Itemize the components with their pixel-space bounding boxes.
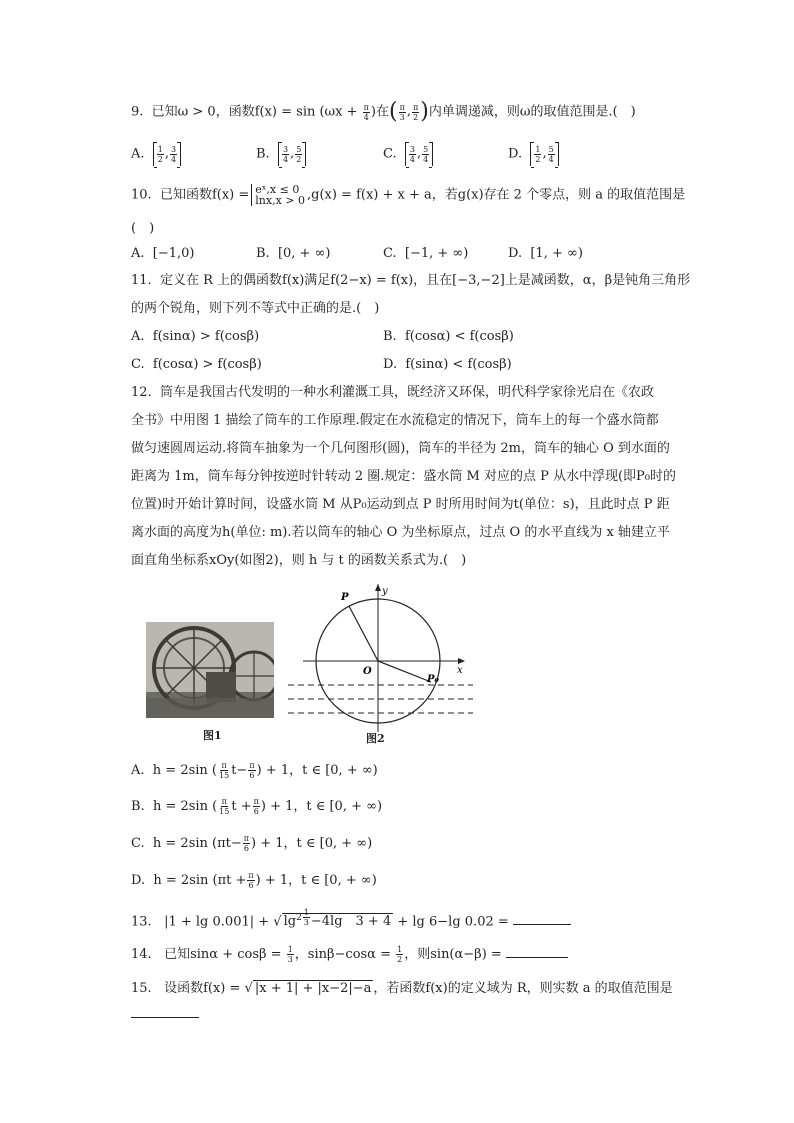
water-wheel-diagram bbox=[283, 582, 483, 742]
figure2-caption: 图2 bbox=[366, 732, 385, 745]
q13-stem: 13. |1 + lg 0.001| + √ $\lg^{2 \frac{1}{3}}$ −4lg 3 + 4 + lg 6−lg 0.02 = bbox=[131, 908, 571, 931]
q9-number: 9. bbox=[131, 104, 144, 120]
q9-option-a[interactable]: A. $\frac{1}{2}$ , $\frac{3}{4}$ bbox=[131, 142, 181, 166]
q10-number: 10. bbox=[131, 187, 152, 203]
fraction: $\frac{\pi}{4}$ bbox=[363, 102, 369, 122]
water-wheel-photo bbox=[146, 622, 274, 718]
sqrt-symbol: √ bbox=[244, 981, 253, 996]
q14-answer-blank[interactable] bbox=[506, 957, 568, 958]
sqrt-radicand: $\lg^{2 \frac{1}{3}}$ −4lg 3 + 4 bbox=[283, 908, 392, 930]
q12-stem-line2: 全书》中用图 1 描绘了筒车的工作原理.假定在水流稳定的情况下，筒车上的每一个盛水筒都 bbox=[131, 413, 659, 428]
q11-option-c[interactable]: C. f(cosα) > f(cosβ) bbox=[131, 357, 262, 372]
q9-option-b[interactable]: B. $\frac{3}{4}$ , $\frac{5}{2}$ bbox=[256, 142, 306, 166]
q12-option-a[interactable]: A. h = 2sin ( $\frac{\pi}{15}$ t− $\frac{\pi}{6}$ ) + 1，t ∈ [0, + ∞) bbox=[131, 761, 378, 780]
q11-stem-line2: 的两个锐角，则下列不等式中正确的是.( ) bbox=[131, 301, 380, 316]
q10-paren: ( ) bbox=[131, 221, 155, 236]
q10-option-d[interactable]: D. [1, + ∞) bbox=[508, 246, 583, 261]
q12-stem-line6: 离水面的高度为h(单位: m).若以筒车的轴心 O 为坐标原点，过点 O 的水平直线为 x 轴建立平 bbox=[131, 525, 670, 540]
q12-stem-line4: 距离为 1m，筒车每分钟按逆时针转动 2 圈.规定：盛水筒 M 对应的点 P 从水中浮现(即P₀时的 bbox=[131, 469, 677, 484]
q11-option-d[interactable]: D. f(sinα) < f(cosβ) bbox=[383, 357, 512, 372]
q15-answer-line bbox=[131, 1006, 199, 1024]
q12-stem-line5: 位置)时开始计算时间，设盛水筒 M 从P₀运动到点 P 时所用时间为t(单位：s)，且此时点 P 距 bbox=[131, 497, 670, 512]
q10-stem: 10. 已知函数f(x) = eˣ,x ≤ 0 lnx,x > 0 ,g(x) = f(x) + x + a，若g(x)存在 2 个零点，则 a 的取值范围是 bbox=[131, 183, 686, 207]
q10-option-a[interactable]: A. [−1,0) bbox=[131, 246, 195, 261]
q12-option-d[interactable]: D. h = 2sin (πt + $\frac{\pi}{6}$ ) + 1，t ∈ [0, + ∞) bbox=[131, 871, 377, 890]
q12-stem-line1: 12. 筒车是我国古代发明的一种水利灌溉工具，既经济又环保，明代科学家徐光启在《农政 bbox=[131, 385, 654, 400]
q12-option-c[interactable]: C. h = 2sin (πt− $\frac{\pi}{6}$ ) + 1，t ∈ [0, + ∞) bbox=[131, 834, 373, 853]
piecewise-brace: eˣ,x ≤ 0 lnx,x > 0 bbox=[251, 184, 305, 206]
q9-option-d[interactable]: D. $\frac{1}{2}$ , $\frac{5}{4}$ bbox=[508, 142, 559, 166]
figure1-caption: 图1 bbox=[203, 729, 222, 742]
q9-option-c[interactable]: C. $\frac{3}{4}$ , $\frac{5}{4}$ bbox=[383, 142, 433, 166]
q13-answer-blank[interactable] bbox=[513, 924, 571, 925]
q11-option-a[interactable]: A. f(sinα) > f(cosβ) bbox=[131, 329, 260, 344]
q12-option-b[interactable]: B. h = 2sin ( $\frac{\pi}{15}$ t + $\frac{\pi}{6}$ ) + 1，t ∈ [0, + ∞) bbox=[131, 797, 383, 816]
q12-stem-line3: 做匀速圆周运动.将筒车抽象为一个几何图形(圆)，筒车的半径为 2m，筒车的轴心 O 到水面的 bbox=[131, 441, 670, 456]
sqrt-symbol: √ bbox=[273, 914, 282, 930]
q11-stem-line1: 11. 定义在 R 上的偶函数f(x)满足f(2−x) = f(x)，且在[−3,−2]上是减函数，α，β是钝角三角形 bbox=[131, 273, 691, 288]
q9-stem: 9. 已知ω > 0，函数f(x) = sin (ωx + $\frac{\pi}{4}$ )在 ( $\frac{\pi}{3}$ , $\frac{\pi}{2}$ ) 内单调递减，则ω的取值范围是.( ) bbox=[131, 99, 636, 124]
q15-answer-blank[interactable] bbox=[131, 1017, 199, 1018]
radius-op bbox=[349, 606, 378, 661]
q15-stem: 15. 设函数f(x) = √ |x + 1| + |x−2|−a ，若函数f(x)的定义域为 R，则实数 a 的取值范围是 bbox=[131, 981, 673, 996]
label-p0: P₀ bbox=[427, 674, 439, 685]
label-p: P bbox=[341, 592, 349, 603]
q11-option-b[interactable]: B. f(cosα) < f(cosβ) bbox=[383, 329, 514, 344]
q10-option-b[interactable]: B. [0, + ∞) bbox=[256, 246, 331, 261]
interval: ( $\frac{\pi}{3}$ , $\frac{\pi}{2}$ ) bbox=[389, 99, 429, 124]
label-o: O bbox=[363, 666, 372, 677]
radius-op0 bbox=[378, 661, 431, 682]
label-y: y bbox=[382, 586, 388, 597]
label-x: x bbox=[457, 665, 463, 676]
q12-stem-line7: 面直角坐标系xOy(如图2)，则 h 与 t 的函数关系式为.( ) bbox=[131, 553, 467, 568]
q10-option-c[interactable]: C. [−1, + ∞) bbox=[383, 246, 469, 261]
q14-stem: 14. 已知sinα + cosβ = $\frac{1}{3}$ ，sinβ−cosα = $\frac{1}{2}$ ，则sin(α−β) = bbox=[131, 945, 568, 964]
